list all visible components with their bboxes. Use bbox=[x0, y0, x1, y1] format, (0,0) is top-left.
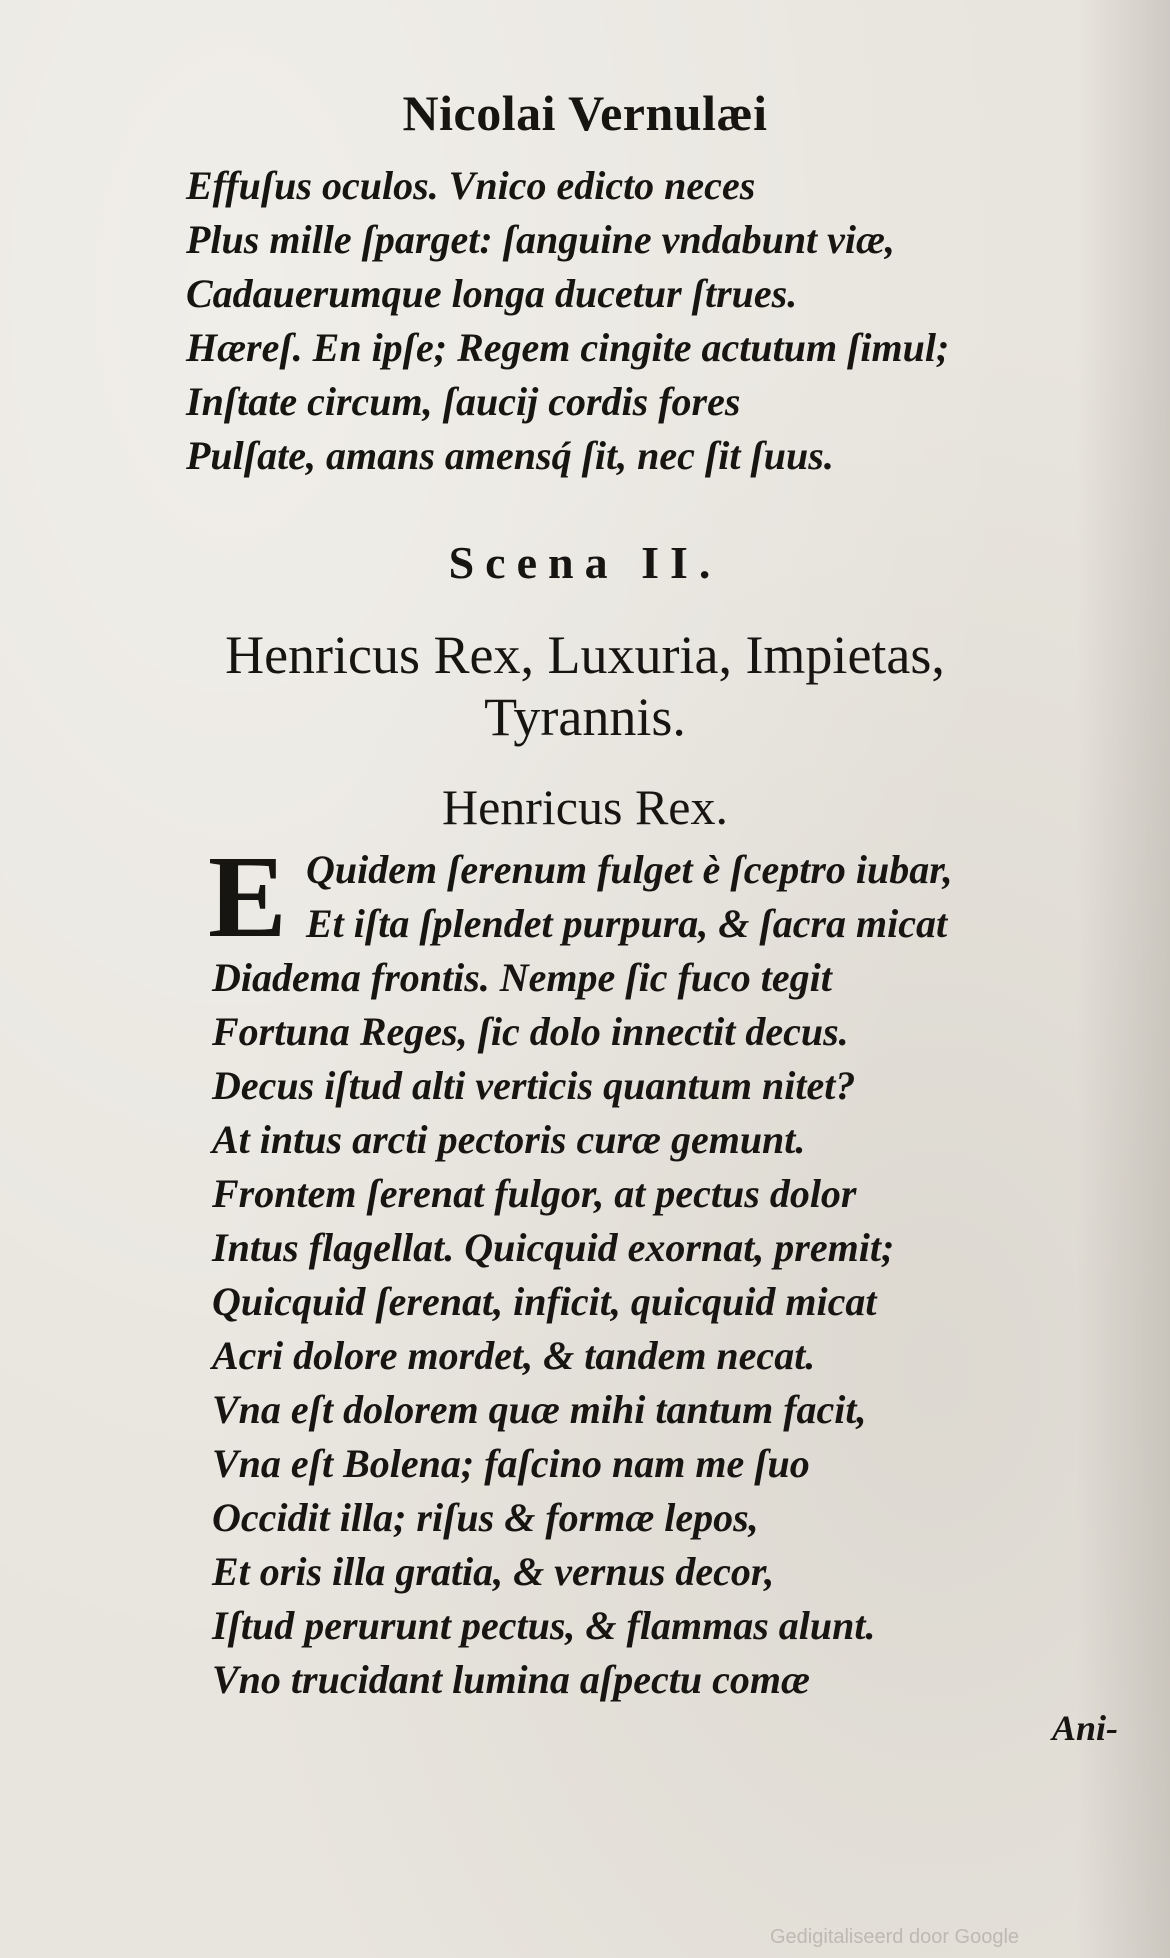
scene-title: Scena II. bbox=[448, 537, 722, 588]
verse-line: Pulſate, amans amensq́ ſit, nec ſit ſuus. bbox=[186, 433, 834, 478]
verse-line: Fortuna Reges, ſic dolo innectit decus. bbox=[212, 1009, 849, 1054]
speaker-name: Henricus Rex. bbox=[441, 779, 729, 835]
drop-cap: E bbox=[208, 831, 287, 962]
verse-line: Quicquid ſerenat, inficit, quicquid micat bbox=[212, 1279, 877, 1324]
verse-line: Intus flagellat. Quicquid exornat, premit; bbox=[212, 1225, 895, 1270]
verse-line: Diadema frontis. Nempe ſic fuco tegit bbox=[212, 955, 832, 1000]
running-head: Nicolai Vernulæi bbox=[402, 85, 768, 141]
verse-line: Hæreſ. En ipſe; Regem cingite actutum ſimul; bbox=[186, 325, 950, 370]
verse-line: Et iſta ſplendet purpura, & ſacra micat bbox=[306, 901, 948, 946]
verse-line: Plus mille ſparget: ſanguine vndabunt viæ, bbox=[186, 217, 895, 262]
character-list-line: Tyrannis. bbox=[484, 687, 686, 747]
verse-line: Inſtate circum, ſaucij cordis fores bbox=[186, 379, 741, 424]
verse-line: At intus arcti pectoris curæ gemunt. bbox=[212, 1117, 806, 1162]
verse-line: Iſtud perurunt pectus, & flammas alunt. bbox=[212, 1603, 876, 1648]
verse-line: Quidem ſerenum fulget è ſceptro iubar, bbox=[306, 847, 953, 892]
verse-line: Cadauerumque longa ducetur ſtrues. bbox=[186, 271, 798, 316]
verse-line: Vna eſt dolorem quæ mihi tantum facit, bbox=[212, 1387, 867, 1432]
catchword: Ani- bbox=[1052, 1708, 1119, 1748]
verse-line: Vno trucidant lumina aſpectu comæ bbox=[212, 1657, 810, 1702]
character-list-line: Henricus Rex, Luxuria, Impietas, bbox=[225, 625, 945, 685]
verse-line: Effuſus oculos. Vnico edicto neces bbox=[186, 163, 756, 208]
verse-line: Occidit illa; riſus & formæ lepos, bbox=[212, 1495, 759, 1540]
verse-line: Decus iſtud alti verticis quantum nitet? bbox=[212, 1063, 856, 1108]
verse-line: Acri dolore mordet, & tandem necat. bbox=[212, 1333, 816, 1378]
verse-line: Frontem ſerenat fulgor, at pectus dolor bbox=[212, 1171, 857, 1216]
character-list bbox=[0, 624, 1170, 748]
digitization-watermark: Gedigitaliseerd door Google bbox=[770, 1926, 1020, 1948]
verse-line: Et oris illa gratia, & vernus decor, bbox=[212, 1549, 775, 1594]
verse-line: Vna eſt Bolena; faſcino nam me ſuo bbox=[212, 1441, 810, 1486]
